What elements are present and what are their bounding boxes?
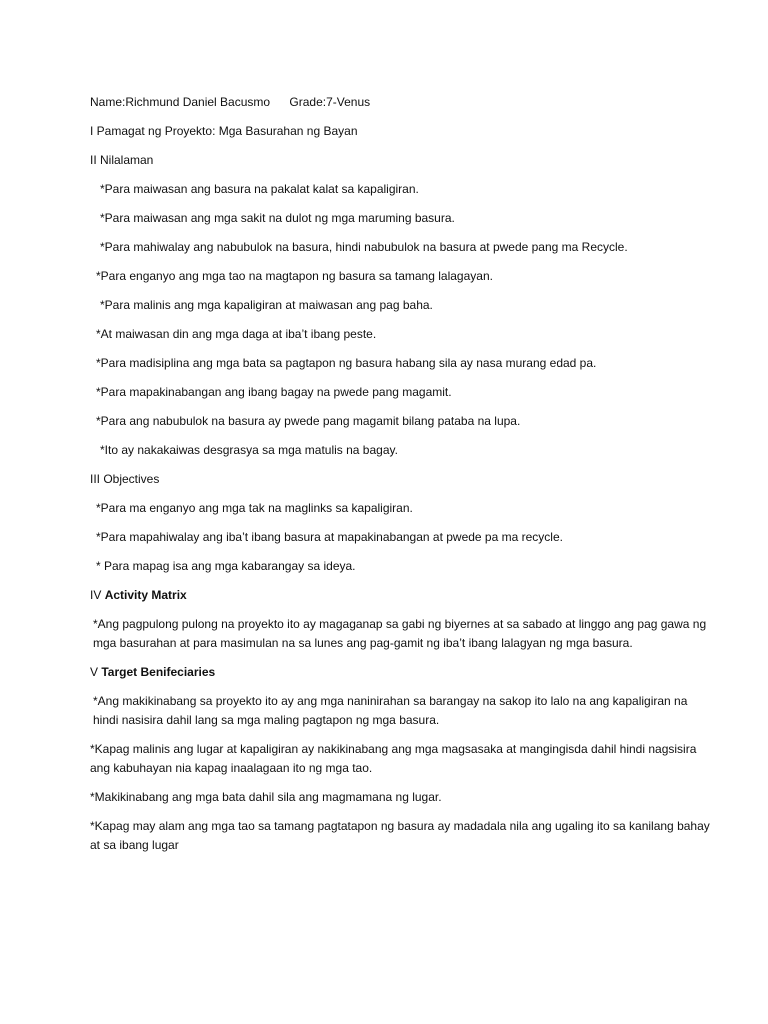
student-grade: Grade:7-Venus <box>289 95 371 109</box>
nilalaman-item: *Para mahiwalay ang nabubulok na basura, hindi nabubulok na basura at pwede pang ma Recycle. <box>100 240 628 254</box>
section-title: Activity Matrix <box>104 588 187 602</box>
student-name: Name:Richmund Daniel Bacusmo <box>90 95 271 109</box>
nilalaman-item: *Para enganyo ang mga tao na magtapon ng basura sa tamang lalagayan. <box>96 269 493 283</box>
section-roman-numeral: IV <box>90 588 102 602</box>
section-activity-matrix-heading <box>90 586 710 605</box>
project-title: I Pamagat ng Proyekto: Mga Basurahan ng Bayan <box>90 124 358 138</box>
nilalaman-item: *Para ang nabubulok na basura ay pwede pang magamit bilang pataba na lupa. <box>96 414 521 428</box>
nilalaman-item: *Para mapakinabangan ang ibang bagay na pwede pang magamit. <box>96 385 452 399</box>
student-info <box>90 93 710 112</box>
objective-item: *Para ma enganyo ang mga tak na maglinks sa kapaligiran. <box>96 501 413 515</box>
nilalaman-item: *Para madisiplina ang mga bata sa pagtapon ng basura habang sila ay nasa murang edad pa. <box>96 356 597 370</box>
document-page <box>90 93 710 865</box>
activity-matrix-text: *Ang pagpulong pulong na proyekto ito ay magaganap sa gabi ng biyernes at sa sabado at linggo ang pag gawa ng mga basurahan at para masimulan na sa lunes ang pag-gamit ng iba’t ibang lalagyan ng mga basura. <box>93 617 707 650</box>
objective-item: * Para mapag isa ang mga kabarangay sa ideya. <box>96 559 356 573</box>
beneficiaries-paragraph: *Kapag may alam ang mga tao sa tamang pagtatapon ng basura ay madadala nila ang ugaling ito sa kanilang bahay at sa ibang lugar <box>90 819 710 852</box>
section-roman-numeral: V <box>90 665 99 679</box>
nilalaman-item: *Para maiwasan ang mga sakit na dulot ng mga maruming basura. <box>100 211 455 225</box>
section-beneficiaries-heading <box>90 663 710 682</box>
beneficiaries-paragraph: *Kapag malinis ang lugar at kapaligiran ay nakikinabang ang mga magsasaka at mangingisda dahil hindi nagsisira ang kabuhayan nia kapag inaalagaan ito ng mga tao. <box>90 742 697 775</box>
beneficiaries-paragraph: *Makikinabang ang mga bata dahil sila ang magmamana ng lugar. <box>90 790 442 804</box>
nilalaman-item: *Para malinis ang mga kapaligiran at maiwasan ang pag baha. <box>100 298 433 312</box>
section-objectives-heading: III Objectives <box>90 472 160 486</box>
beneficiaries-paragraph: *Ang makikinabang sa proyekto ito ay ang mga naninirahan sa barangay na sakop ito lalo na ang kapaligiran na hindi nasisira dahil lang sa mga maling pagtapon ng mga basura. <box>93 694 688 727</box>
objective-item: *Para mapahiwalay ang iba’t ibang basura at mapakinabangan at pwede pa ma recycle. <box>96 530 563 544</box>
section-title: Target Benifeciaries <box>101 665 216 679</box>
nilalaman-item: *At maiwasan din ang mga daga at iba’t ibang peste. <box>96 327 377 341</box>
nilalaman-item: *Para maiwasan ang basura na pakalat kalat sa kapaligiran. <box>100 182 419 196</box>
nilalaman-item: *Ito ay nakakaiwas desgrasya sa mga matulis na bagay. <box>100 443 398 457</box>
section-nilalaman-heading: II Nilalaman <box>90 153 154 167</box>
